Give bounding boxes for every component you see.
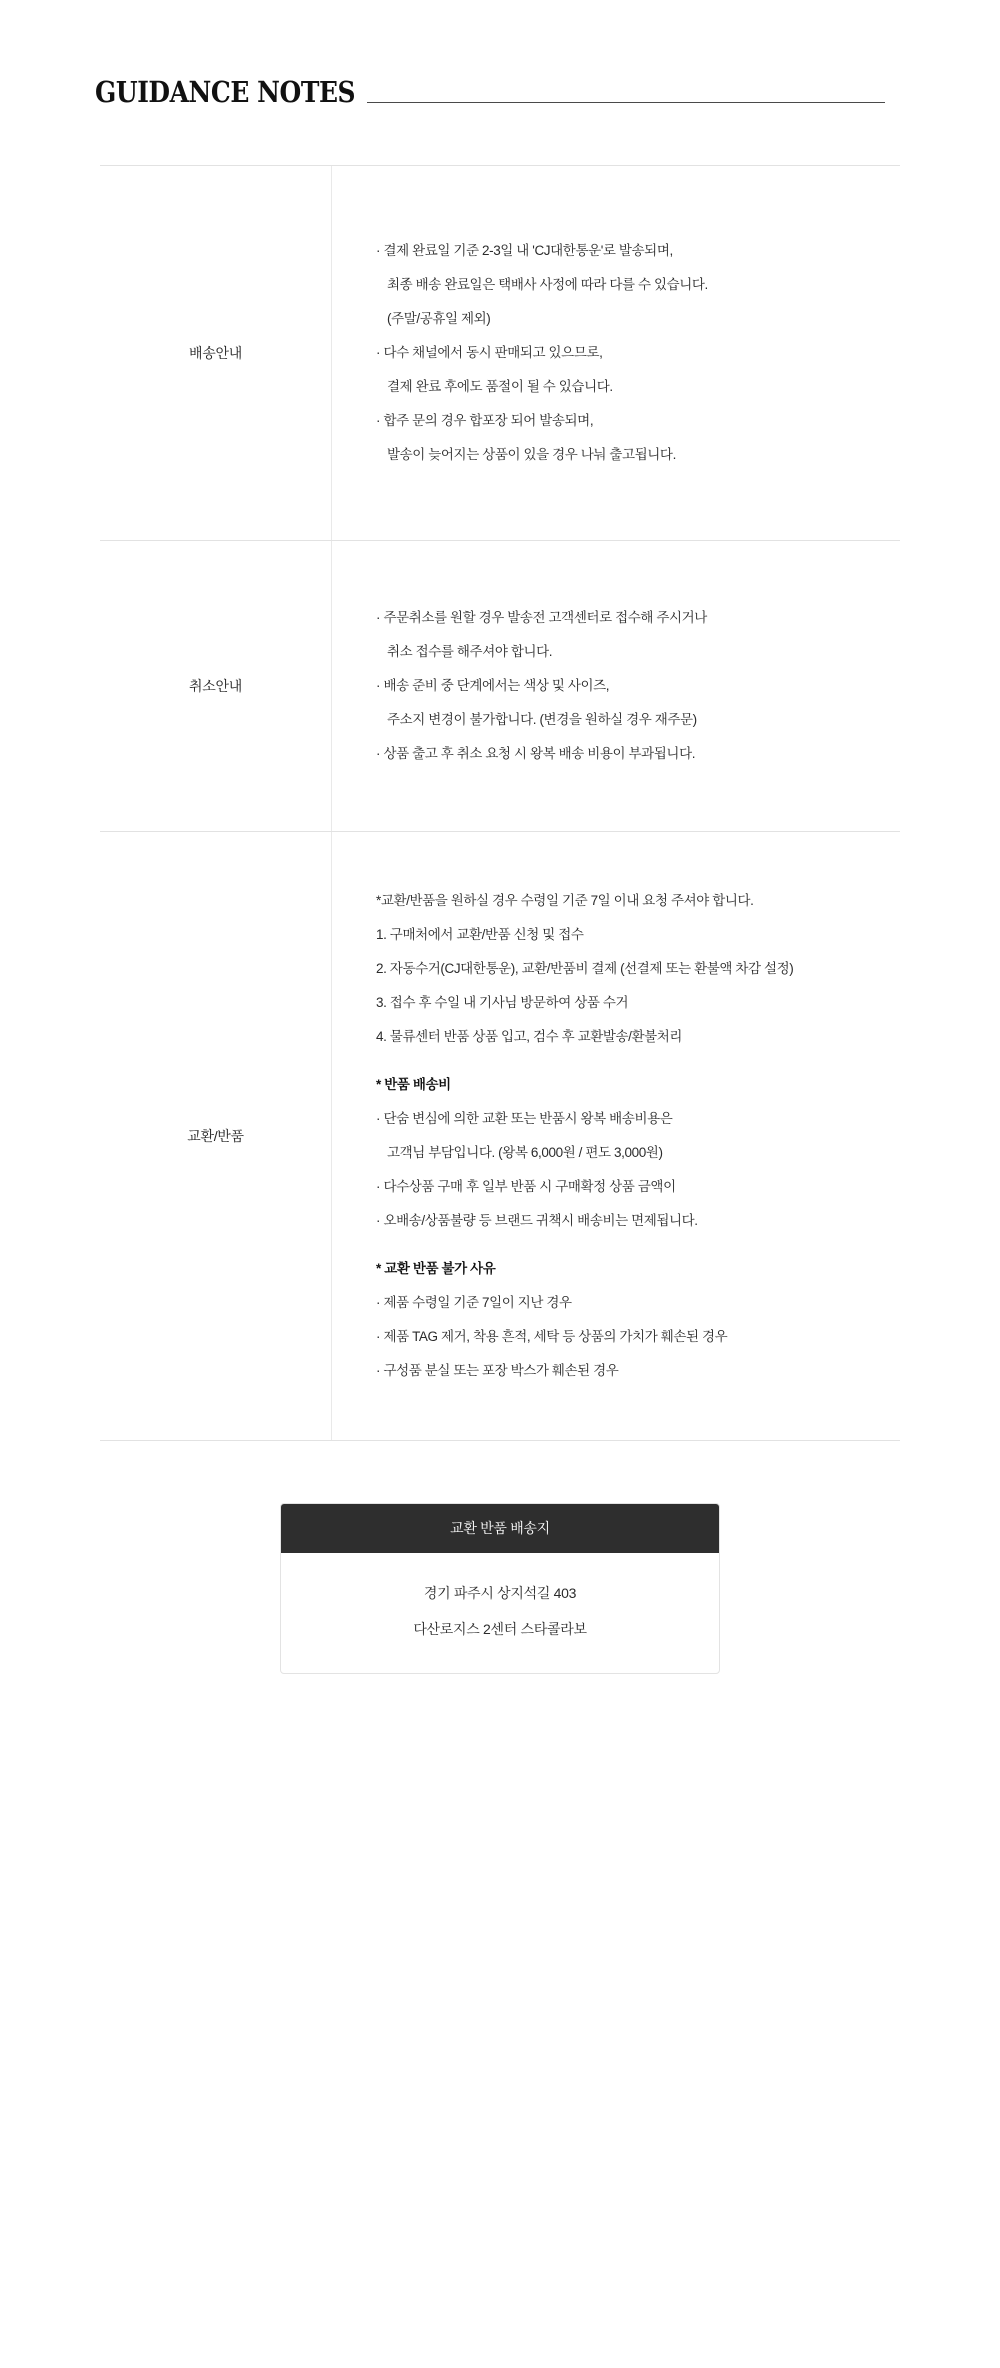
note-line: · 단숨 변심에 의한 교환 또는 반품시 왕복 배송비용은 [376, 1111, 673, 1126]
note-line: · 제품 TAG 제거, 착용 흔적, 세탁 등 상품의 가치가 훼손된 경우 [376, 1329, 728, 1344]
return-address-box [280, 1503, 720, 1674]
return-address-header: 교환 반품 배송지 [281, 1504, 719, 1553]
note-line: 주소지 변경이 불가합니다. (변경을 원하실 경우 재주문) [387, 712, 697, 727]
note-line: · 배송 준비 중 단계에서는 색상 및 사이즈, [376, 678, 610, 693]
guidance-notes-page [0, 75, 1000, 2368]
note-line: · 결제 완료일 기준 2-3일 내 'CJ대한통운'로 발송되며, [376, 243, 673, 258]
note-subheading: * 교환 반품 불가 사유 [376, 1261, 496, 1276]
note-subheading: * 반품 배송비 [376, 1077, 451, 1092]
row-body-delivery [332, 166, 900, 540]
note-line: 발송이 늦어지는 상품이 있을 경우 나눠 출고됩니다. [387, 447, 676, 462]
note-line: 취소 접수를 해주셔야 합니다. [387, 644, 553, 659]
address-line: 다산로지스 2센터 스타콜라보 [413, 1621, 587, 1637]
note-line: · 주문취소를 원할 경우 발송전 고객센터로 접수해 주시거나 [376, 610, 707, 625]
bottom-spacer [0, 1674, 1000, 1784]
note-line: *교환/반품을 원하실 경우 수령일 기준 7일 이내 요청 주셔야 합니다. [376, 893, 754, 908]
row-header-exchange: 교환/반품 [100, 832, 332, 1440]
note-line: · 오배송/상품불량 등 브랜드 귀책시 배송비는 면제됩니다. [376, 1213, 698, 1228]
table-row-cancel [100, 541, 900, 832]
note-line: 2. 자동수거(CJ대한통운), 교환/반품비 결제 (선결제 또는 환불액 차감 설정) [376, 961, 794, 976]
note-line: · 제품 수령일 기준 7일이 지난 경우 [376, 1295, 572, 1310]
note-line: 결제 완료 후에도 품절이 될 수 있습니다. [387, 379, 613, 394]
note-line: (주말/공휴일 제외) [387, 311, 491, 326]
table-row-exchange [100, 832, 900, 1441]
row-header-delivery: 배송안내 [100, 166, 332, 540]
note-line: 4. 물류센터 반품 상품 입고, 검수 후 교환발송/환불처리 [376, 1029, 683, 1044]
note-line: 3. 접수 후 수일 내 기사님 방문하여 상품 수거 [376, 995, 629, 1010]
note-line: · 합주 문의 경우 합포장 되어 발송되며, [376, 413, 594, 428]
title-divider [367, 102, 885, 103]
return-address-body [281, 1553, 719, 1673]
row-header-cancel: 취소안내 [100, 541, 332, 831]
note-line: 최종 배송 완료일은 택배사 사정에 따라 다를 수 있습니다. [387, 277, 708, 292]
note-line: · 구성품 분실 또는 포장 박스가 훼손된 경우 [376, 1363, 619, 1378]
note-line: 고객님 부담입니다. (왕복 6,000원 / 편도 3,000원) [387, 1145, 663, 1160]
note-line: · 상품 출고 후 취소 요청 시 왕복 배송 비용이 부과됩니다. [376, 746, 696, 761]
guidance-table [100, 165, 900, 1441]
page-title: GUIDANCE NOTES [95, 75, 356, 109]
row-body-exchange [332, 832, 900, 1440]
table-row-delivery [100, 166, 900, 541]
page-title-area [0, 75, 1000, 113]
note-line: · 다수상품 구매 후 일부 반품 시 구매확정 상품 금액이 [376, 1179, 676, 1194]
note-line: · 다수 채널에서 동시 판매되고 있으므로, [376, 345, 603, 360]
note-line: 1. 구매처에서 교환/반품 신청 및 접수 [376, 927, 584, 942]
address-line: 경기 파주시 상지석길 403 [423, 1585, 577, 1601]
row-body-cancel [332, 541, 900, 831]
